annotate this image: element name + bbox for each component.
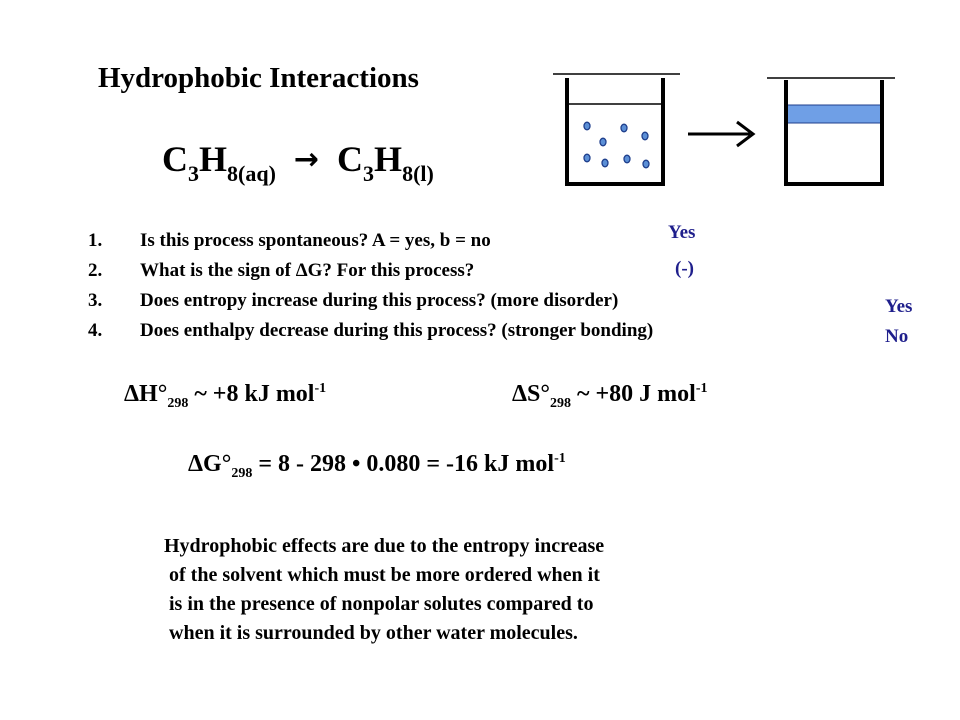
dh-symbol: ΔH° (124, 381, 168, 407)
answer-entropy: Yes (885, 296, 913, 317)
question-text: What is the sign of ΔG? For this process? (140, 260, 475, 281)
beaker-after-icon (767, 78, 895, 184)
ds-exponent: -1 (695, 381, 708, 396)
answer-spontaneous: Yes (668, 222, 696, 243)
dh-temperature: 298 (167, 395, 189, 411)
question-number: 4. (88, 320, 103, 341)
explanation-paragraph: Hydrophobic effects are due to the entropy increase of the solvent which must be more ordered when it is in the presence of nonpolar solutes compared to when it is surrounded by other water molecules. (164, 535, 605, 644)
beaker-before-icon (553, 74, 680, 184)
question-item (88, 226, 653, 256)
dg-temperature: 298 (231, 465, 253, 481)
reaction-equation (162, 138, 434, 187)
product-c-subscript: 3 (363, 161, 375, 186)
reactant-h: H (199, 139, 228, 179)
product-h-subscript: 8(l) (402, 161, 434, 186)
reactant-c-subscript: 3 (188, 161, 199, 186)
question-item (88, 256, 653, 286)
entropy-value (512, 381, 708, 412)
product-c: C (337, 139, 364, 179)
question-text: Does entropy increase during this process? (more disorder) (140, 290, 619, 311)
question-number: 1. (88, 230, 103, 251)
question-number: 3. (88, 290, 103, 311)
reactant-h-subscript: 8(aq) (227, 161, 276, 186)
ds-symbol: ΔS° (512, 381, 550, 407)
question-item (88, 316, 653, 346)
reactant-c: C (162, 139, 188, 179)
enthalpy-value (124, 381, 326, 412)
answer-sign-dg: (-) (675, 258, 694, 279)
dh-amount: ~ +8 kJ mol (188, 381, 315, 407)
question-text: Is this process spontaneous? A = yes, b = no (140, 230, 491, 251)
gibbs-calculation (188, 451, 566, 482)
slide-title: Hydrophobic Interactions (98, 62, 419, 94)
question-number: 2. (88, 260, 103, 281)
reaction-arrow-icon (688, 122, 753, 146)
reaction-arrow-symbol: → (293, 142, 320, 177)
dh-exponent: -1 (314, 381, 327, 396)
question-list (88, 226, 653, 346)
ds-amount: ~ +80 J mol (571, 381, 696, 407)
question-item (88, 286, 653, 316)
question-text: Does enthalpy decrease during this process? (stronger bonding) (140, 320, 654, 341)
beaker-diagram (545, 60, 905, 195)
dg-exponent: -1 (554, 451, 566, 466)
answer-enthalpy: No (885, 326, 909, 347)
product-h: H (374, 139, 403, 179)
ds-temperature: 298 (550, 395, 571, 411)
dg-amount: = 8 - 298 • 0.080 = -16 kJ mol (252, 451, 555, 477)
dg-symbol: ΔG° (188, 451, 232, 477)
